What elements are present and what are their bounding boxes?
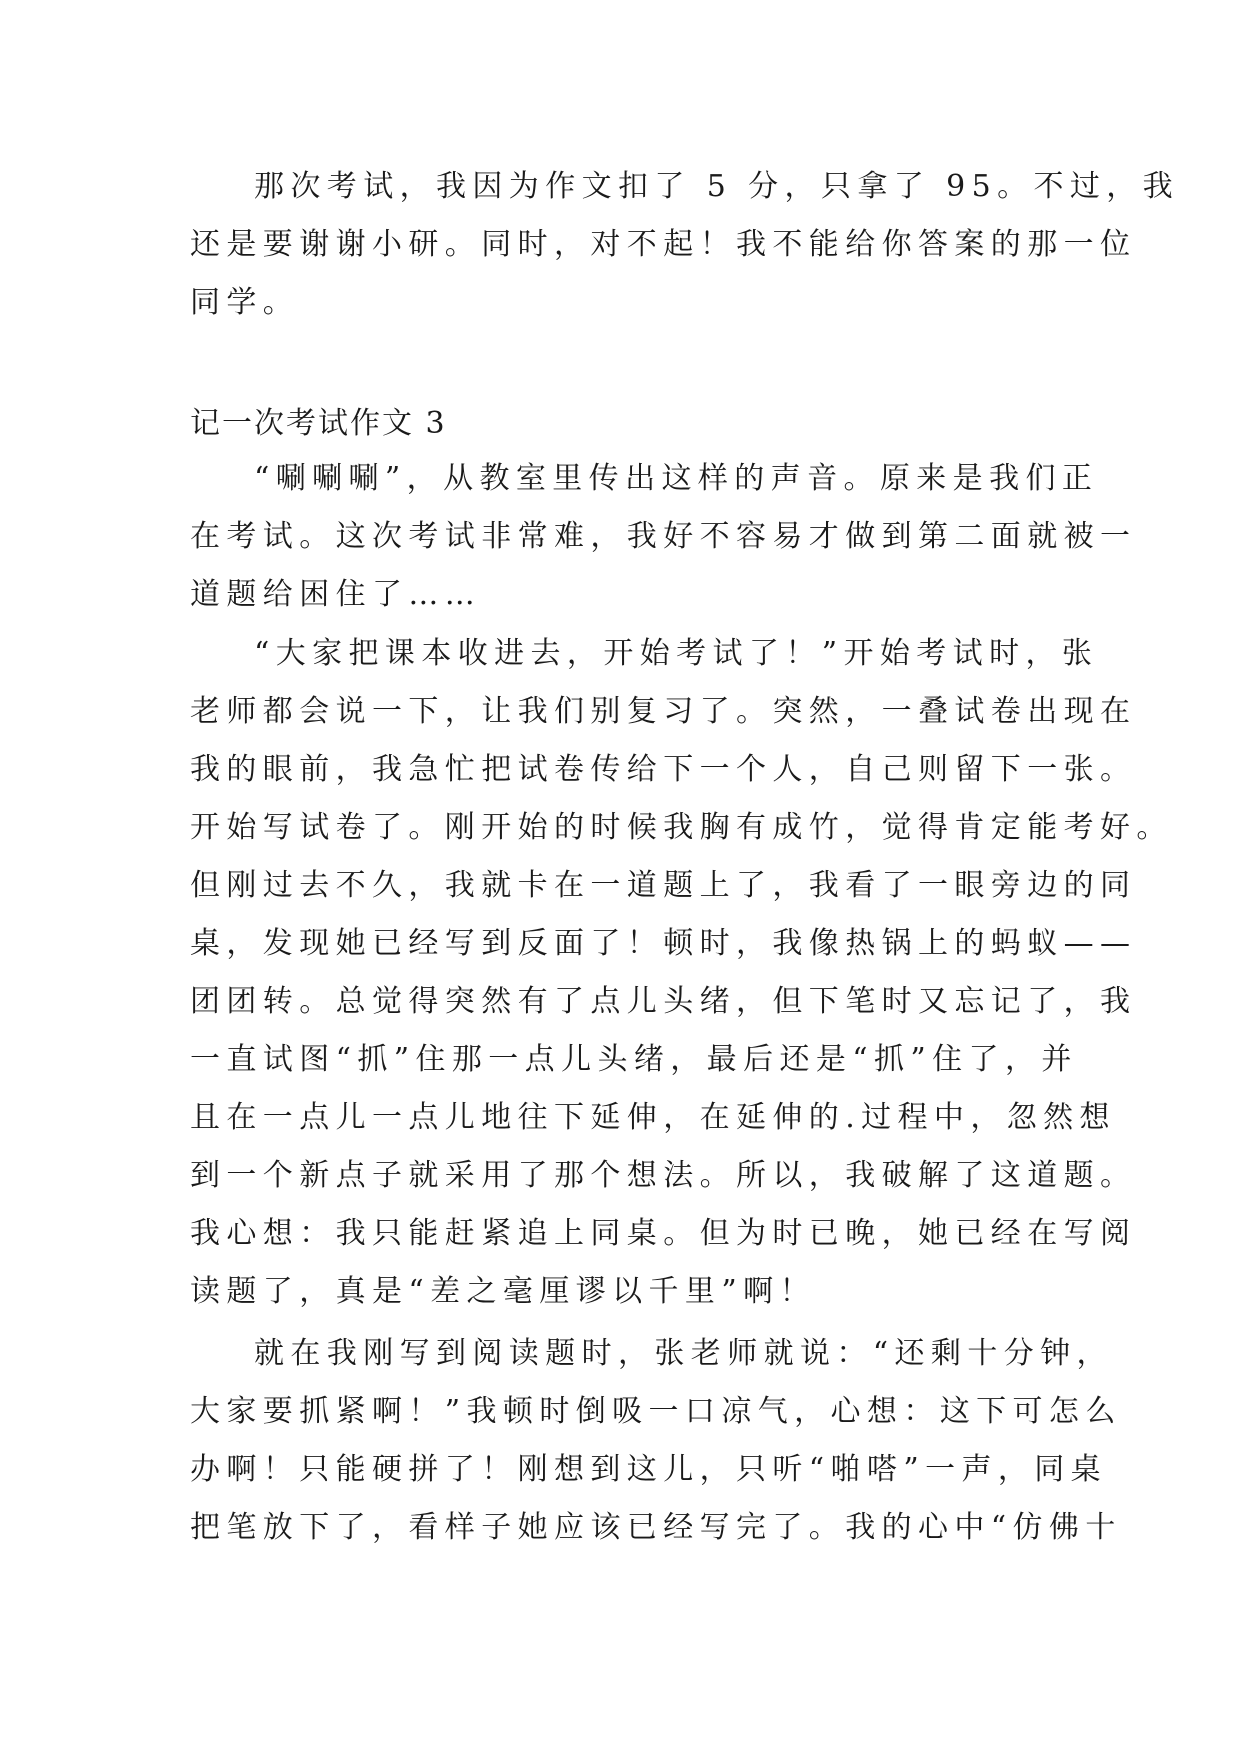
text-line: 团团转。总觉得突然有了点儿头绪，但下笔时又忘记了，我 — [190, 984, 1137, 1019]
text-line: 办啊！只能硬拼了！刚想到这儿，只听“啪嗒”一声，同桌 — [190, 1452, 1108, 1487]
text-line: 开始写试卷了。刚开始的时候我胸有成竹，觉得肯定能考好。 — [190, 810, 1173, 845]
text-line: 还是要谢谢小研。同时，对不起！我不能给你答案的那一位 — [190, 227, 1137, 262]
text-line: “唰唰唰”，从教室里传出这样的声音。原来是我们正 — [254, 461, 1099, 496]
text-line: 老师都会说一下，让我们别复习了。突然，一叠试卷出现在 — [190, 694, 1137, 729]
section-title: 记一次考试作文 3 — [190, 406, 447, 441]
text-line: 且在一点儿一点儿地往下延伸，在延伸的.过程中，忽然想 — [190, 1100, 1116, 1135]
paragraph-3 — [190, 1325, 1122, 1557]
text-line: 桌，发现她已经写到反面了！顿时，我像热锅上的蚂蚁—— — [190, 926, 1137, 961]
text-line: 一直试图“抓”住那一点儿头绪，最后还是“抓”住了，并 — [190, 1042, 1078, 1077]
text-line: 读题了，真是“差之毫厘谬以千里”啊！ — [190, 1274, 816, 1309]
text-line: 把笔放下了，看样子她应该已经写完了。我的心中“仿佛十 — [190, 1510, 1122, 1545]
text-line: 在考试。这次考试非常难，我好不容易才做到第二面就被一 — [190, 519, 1137, 554]
text-line: 大家要抓紧啊！”我顿时倒吸一口凉气，心想：这下可怎么 — [190, 1394, 1122, 1429]
text-line: 就在我刚写到阅读题时，张老师就说：“还剩十分钟， — [254, 1336, 1113, 1371]
text-line: 我的眼前，我急忙把试卷传给下一个人，自己则留下一张。 — [190, 752, 1137, 787]
paragraph-2 — [190, 625, 1173, 1321]
text-line: 但刚过去不久，我就卡在一道题上了，我看了一眼旁边的同 — [190, 868, 1137, 903]
text-line: 道题给困住了…… — [190, 577, 482, 612]
section-heading-block — [190, 394, 1050, 454]
text-line: 同学。 — [190, 285, 300, 320]
text-line: 到一个新点子就采用了那个想法。所以，我破解了这道题。 — [190, 1158, 1137, 1193]
text-line: “大家把课本收进去，开始考试了！”开始考试时，张 — [254, 636, 1099, 671]
paragraph-1 — [190, 450, 1137, 624]
text-line: 我心想：我只能赶紧追上同桌。但为时已晚，她已经在写阅 — [190, 1216, 1137, 1251]
previous-essay-ending — [190, 158, 1180, 332]
text-line: 那次考试，我因为作文扣了 5 分，只拿了 95。不过，我 — [254, 169, 1180, 204]
